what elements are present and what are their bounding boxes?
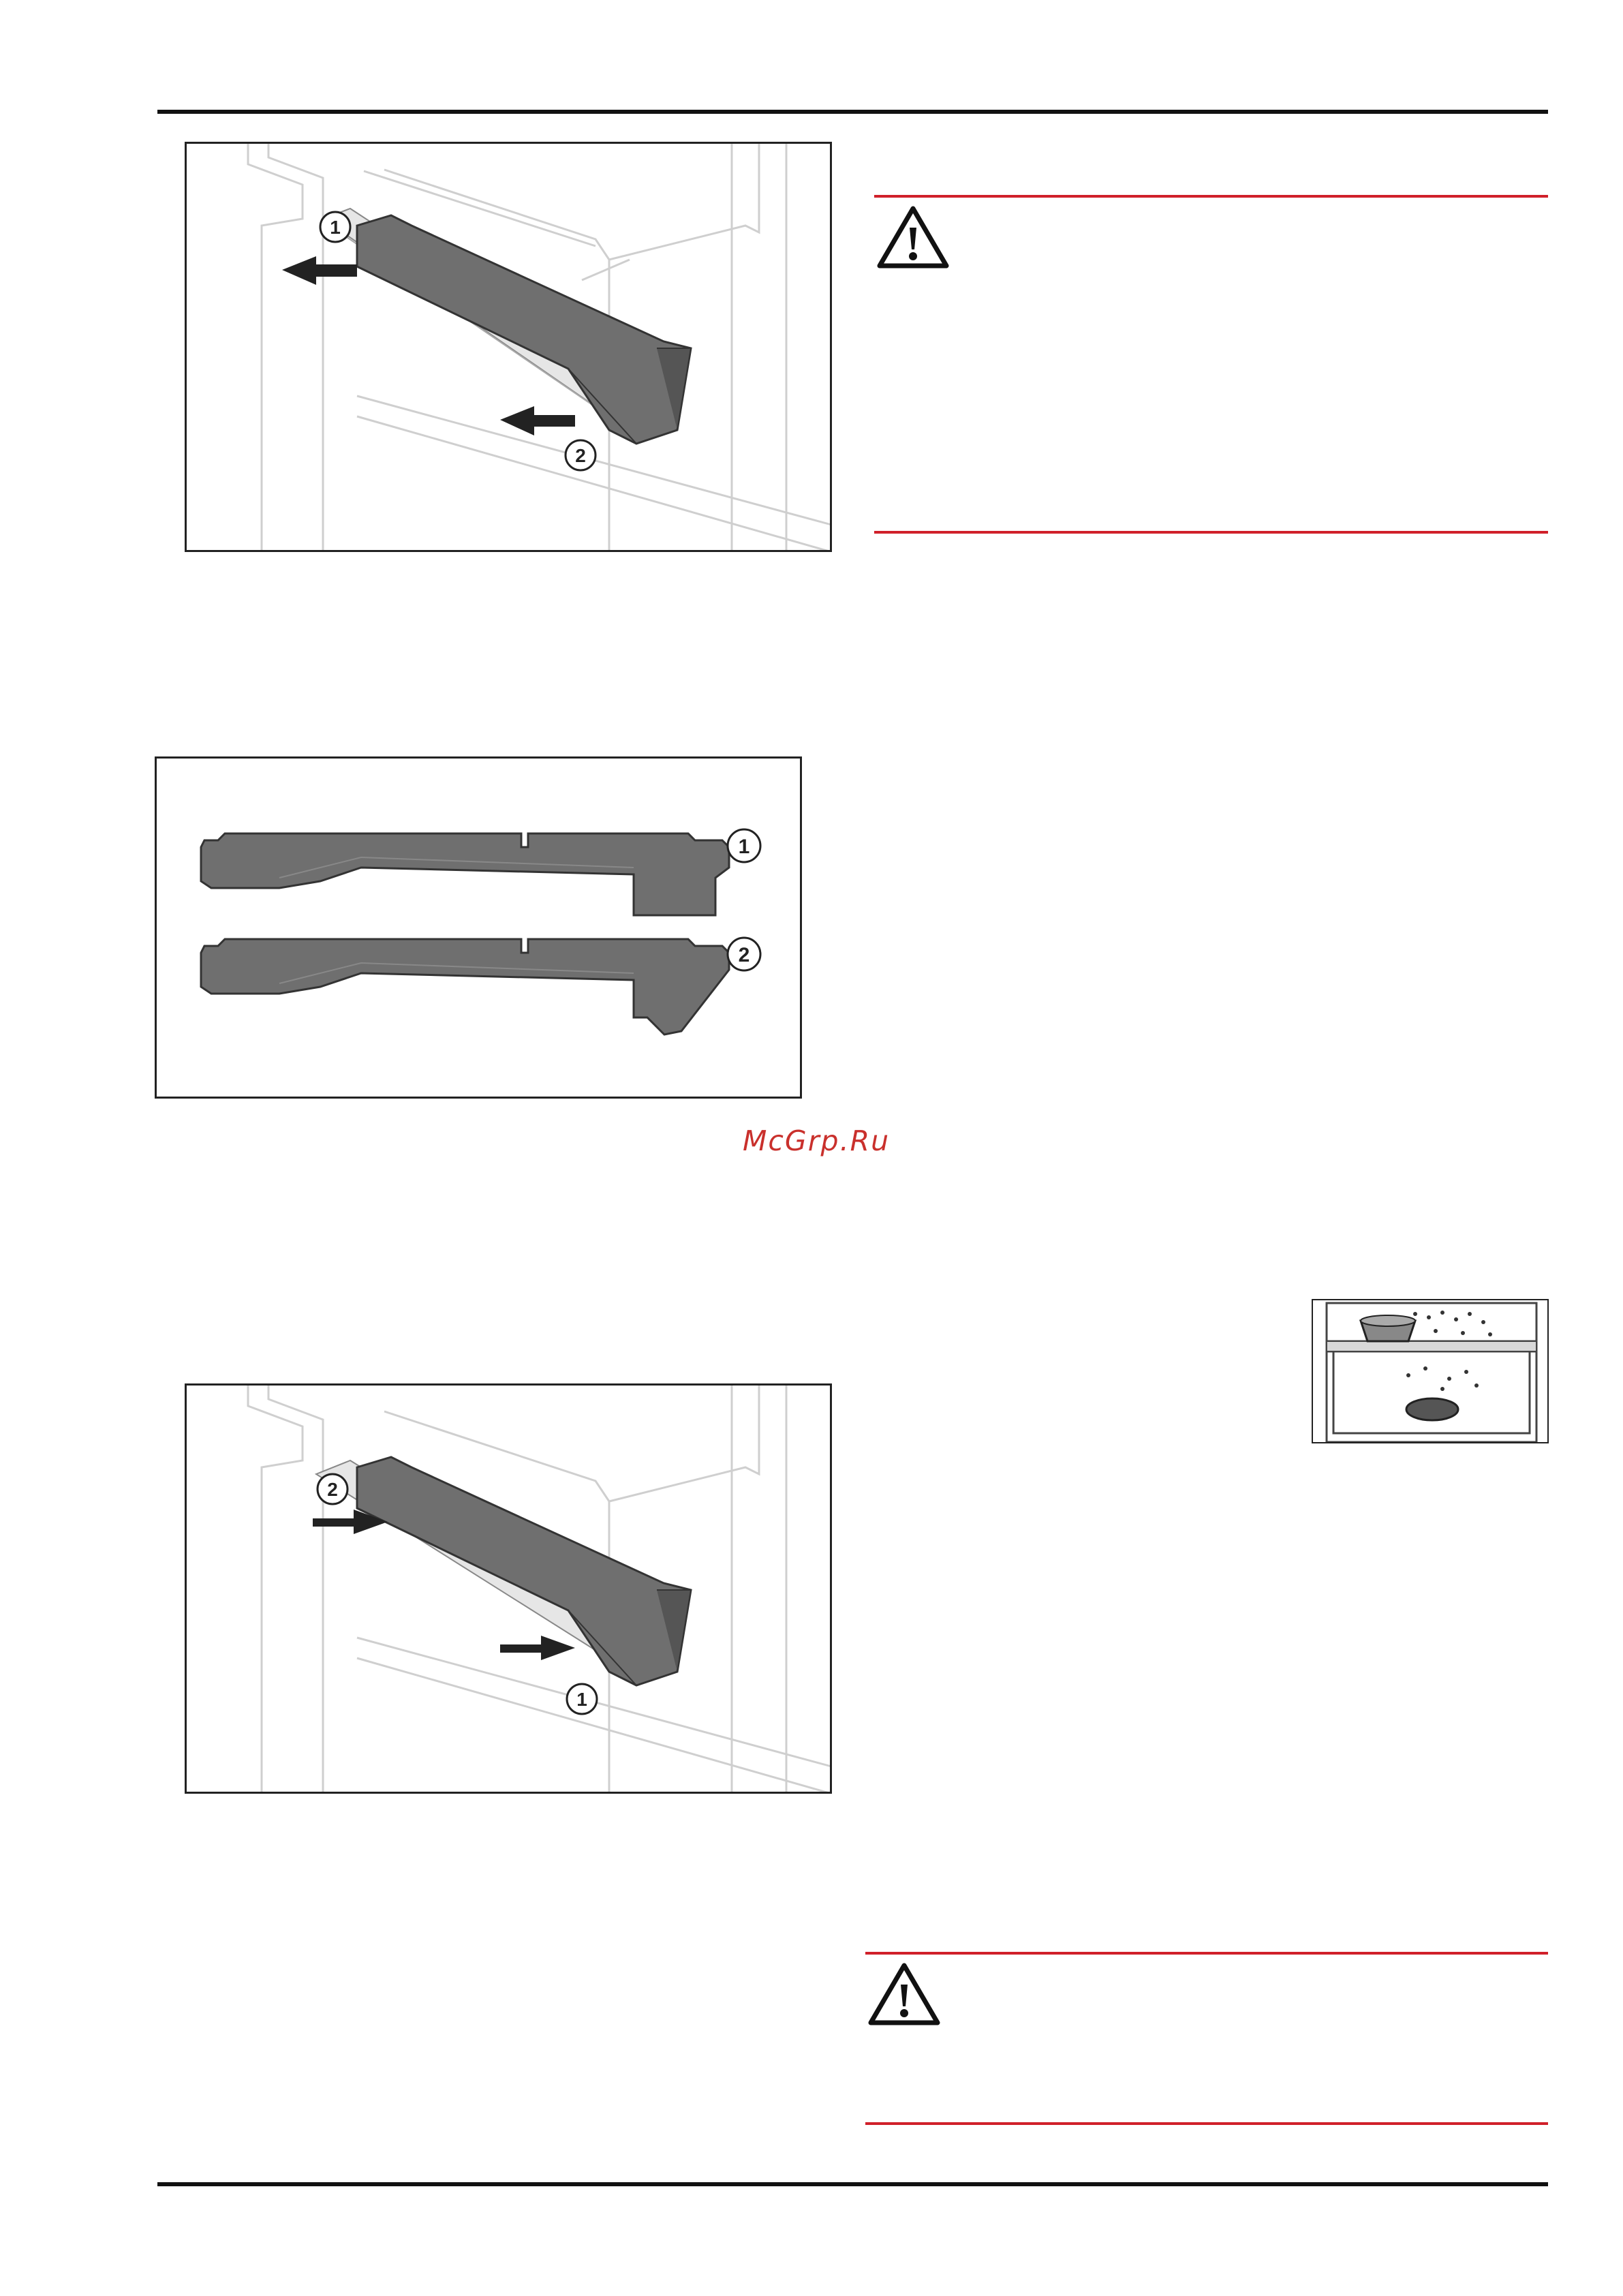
warning-triangle-icon bbox=[876, 203, 950, 271]
callout-2 bbox=[566, 440, 596, 470]
warning-2-bottom-rule bbox=[865, 2122, 1548, 2125]
header-rule bbox=[157, 110, 1548, 114]
warning-1-top-rule bbox=[874, 195, 1548, 198]
callout-2 bbox=[728, 938, 760, 970]
callout-2 bbox=[318, 1474, 347, 1504]
footer-rule bbox=[157, 2182, 1548, 2186]
warning-1-bottom-rule bbox=[874, 531, 1548, 534]
svg-text:1: 1 bbox=[330, 217, 341, 238]
callout-1 bbox=[320, 212, 350, 242]
fridge-condensation-illustration bbox=[1313, 1300, 1549, 1443]
warning-2-top-rule bbox=[865, 1952, 1548, 1955]
arrow-left-2 bbox=[500, 406, 575, 435]
figure-rail-variants bbox=[155, 756, 802, 1099]
svg-text:2: 2 bbox=[575, 445, 586, 466]
watermark: McGrp.Ru bbox=[743, 1124, 891, 1157]
arrow-right-1 bbox=[500, 1636, 575, 1660]
figure-install-rail bbox=[185, 1383, 832, 1794]
callout-1 bbox=[567, 1684, 597, 1714]
remove-rail-illustration bbox=[187, 144, 832, 552]
svg-text:2: 2 bbox=[738, 944, 750, 966]
rail-variants-illustration bbox=[157, 759, 802, 1099]
figure-remove-rail bbox=[185, 142, 832, 552]
warning-triangle-icon bbox=[867, 1960, 942, 2028]
install-rail-illustration bbox=[187, 1386, 832, 1794]
svg-text:1: 1 bbox=[738, 836, 750, 858]
svg-text:2: 2 bbox=[327, 1479, 338, 1500]
callout-1 bbox=[728, 829, 760, 862]
figure-fridge-condensation bbox=[1312, 1299, 1549, 1443]
arrow-left-1 bbox=[282, 256, 357, 285]
svg-text:1: 1 bbox=[576, 1689, 587, 1710]
